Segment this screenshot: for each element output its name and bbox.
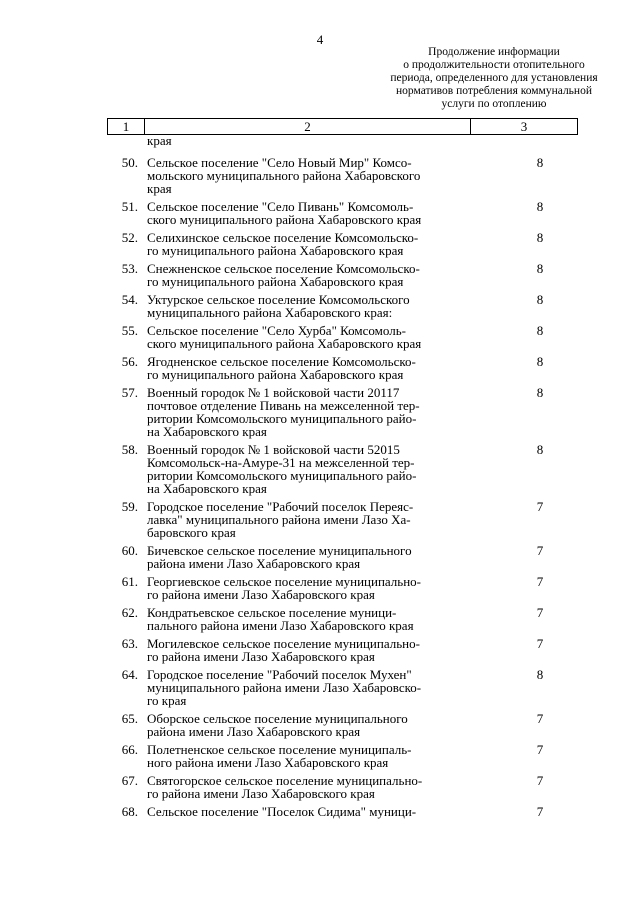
settlement-name	[147, 500, 467, 539]
settlement-name-line: муниципального района Хабаровского края:	[147, 305, 393, 320]
row-number: 66.	[121, 742, 138, 757]
row-number: 53.	[121, 261, 138, 276]
settlement-name	[147, 443, 467, 495]
settlement-name-line: почтовое отделение Пивань на межселенной тер-	[147, 398, 420, 413]
settlement-name-line: Снежненское сельское поселение Комсомольско-	[147, 261, 420, 276]
continuation-line: о продолжительности отопительного	[403, 59, 585, 71]
row-number: 58.	[121, 442, 138, 457]
settlement-name-line: го муниципального района Хабаровского края	[147, 243, 404, 258]
settlement-name-line: ритории Комсомольского муниципального райо-	[147, 468, 417, 483]
table-row	[100, 324, 580, 350]
heating-period-value: 7	[536, 499, 544, 514]
settlement-name-line: Ягодненское сельское поселение Комсомольско-	[147, 354, 416, 369]
settlement-name-line: го муниципального района Хабаровского края	[147, 274, 404, 289]
settlement-name-line: района имени Лазо Хабаровского края	[147, 556, 361, 571]
column-header-1: 1	[108, 119, 145, 134]
settlement-name	[147, 668, 467, 707]
heating-period-value: 8	[536, 155, 544, 170]
table-row	[100, 443, 580, 495]
heating-period-value: 7	[536, 804, 544, 819]
continuation-header	[360, 46, 628, 111]
settlement-name	[147, 774, 467, 800]
settlement-name	[147, 231, 467, 257]
table-row	[100, 156, 580, 195]
heating-period-value: 7	[536, 543, 544, 558]
settlement-name-line: Могилевское сельское поселение муниципально-	[147, 636, 420, 651]
table-row	[100, 712, 580, 738]
settlement-name	[147, 544, 467, 570]
row-number: 52.	[121, 230, 138, 245]
settlement-name-line: района имени Лазо Хабаровского края	[147, 724, 361, 739]
settlement-name-line: го края	[147, 693, 187, 708]
row-number: 67.	[121, 773, 138, 788]
settlement-name-line: Сельское поселение "Село Пивань" Комсомоль-	[147, 199, 414, 214]
settlement-name-line: Оборское сельское поселение муниципального	[147, 711, 408, 726]
continuation-line: Продолжение информации	[428, 46, 560, 58]
heating-period-value: 8	[536, 199, 544, 214]
settlement-name-line: Сельское поселение "Село Новый Мир" Комсо-	[147, 155, 412, 170]
table-body	[100, 156, 580, 823]
settlement-name-line: Селихинское сельское поселение Комсомольско-	[147, 230, 419, 245]
heating-period-value: 7	[536, 711, 544, 726]
table-row	[100, 500, 580, 539]
heating-period-value: 8	[536, 261, 544, 276]
table-row	[100, 668, 580, 707]
column-header-3: 3	[520, 119, 528, 134]
settlement-name-line: Городское поселение "Рабочий поселок Мухен"	[147, 667, 412, 682]
row-number: 61.	[121, 574, 138, 589]
settlement-name-line: Военный городок № 1 войсковой части 52015	[147, 442, 400, 457]
settlement-name-line: Кондратьевское сельское поселение муници-	[147, 605, 397, 620]
settlement-name-line: Городское поселение "Рабочий поселок Переяс-	[147, 499, 414, 514]
row-number: 57.	[121, 385, 138, 400]
continuation-line: периода, определенного для установления	[390, 72, 598, 84]
row-number: 68.	[121, 804, 138, 819]
settlement-name-line: ритории Комсомольского муниципального райо-	[147, 411, 417, 426]
settlement-name-line: лавка" муниципального района имени Лазо Ха-	[147, 512, 411, 527]
heating-period-value: 8	[536, 667, 544, 682]
heating-period-value: 7	[536, 773, 544, 788]
settlement-name	[147, 606, 467, 632]
continuation-line: услуги по отоплению	[441, 98, 547, 110]
settlement-name-line: ского муниципального района Хабаровского края	[147, 212, 422, 227]
settlement-name-line: Святогорское сельское поселение муниципально-	[147, 773, 423, 788]
row-number: 60.	[121, 543, 138, 558]
settlement-name	[147, 386, 467, 438]
row-number: 55.	[121, 323, 138, 338]
table-row	[100, 355, 580, 381]
settlement-name	[147, 293, 467, 319]
row-number: 62.	[121, 605, 138, 620]
settlement-name	[147, 575, 467, 601]
settlement-name-line: ного района имени Лазо Хабаровского края	[147, 755, 389, 770]
heating-period-value: 7	[536, 636, 544, 651]
settlement-name	[147, 805, 467, 818]
settlement-name-line: Сельское поселение "Село Хурба" Комсомоль-	[147, 323, 406, 338]
row-number: 59.	[121, 499, 138, 514]
settlement-name	[147, 200, 467, 226]
settlement-name	[147, 743, 467, 769]
table-row	[100, 637, 580, 663]
settlement-name-line: Георгиевское сельское поселение муниципально-	[147, 574, 422, 589]
row-number: 51.	[121, 199, 138, 214]
table-row	[100, 293, 580, 319]
settlement-name-line: Бичевское сельское поселение муниципального	[147, 543, 412, 558]
table-row	[100, 262, 580, 288]
settlement-name-line: Уктурское сельское поселение Комсомольского	[147, 292, 410, 307]
settlement-name-line: муниципального района имени Лазо Хабаровско-	[147, 680, 422, 695]
table-row	[100, 231, 580, 257]
row-number: 64.	[121, 667, 138, 682]
table-row	[100, 200, 580, 226]
table-row	[100, 774, 580, 800]
heating-period-value: 7	[536, 574, 544, 589]
settlement-name-line: го муниципального района Хабаровского края	[147, 367, 404, 382]
heating-period-value: 8	[536, 292, 544, 307]
table-row	[100, 805, 580, 818]
heating-period-value: 7	[536, 742, 544, 757]
heating-period-value: 8	[536, 323, 544, 338]
settlement-name	[147, 156, 467, 195]
settlement-name	[147, 637, 467, 663]
heating-period-value: 8	[536, 230, 544, 245]
row-number: 63.	[121, 636, 138, 651]
table-row	[100, 606, 580, 632]
settlement-name-line: края	[147, 181, 172, 196]
continuation-line: нормативов потребления коммунальной	[396, 85, 592, 97]
table-row	[100, 544, 580, 570]
table-header-row	[107, 118, 578, 135]
carry-over-text: края	[147, 133, 172, 148]
settlement-name	[147, 355, 467, 381]
settlement-name	[147, 712, 467, 738]
column-header-2: 2	[145, 119, 471, 134]
settlement-name-line: Сельское поселение "Поселок Сидима" муници-	[147, 804, 417, 819]
row-number: 56.	[121, 354, 138, 369]
table-row	[100, 743, 580, 769]
settlement-name-line: Полетненское сельское поселение муниципаль-	[147, 742, 412, 757]
settlement-name	[147, 262, 467, 288]
settlement-name-line: го района имени Лазо Хабаровского края	[147, 786, 375, 801]
settlement-name-line: пального района имени Лазо Хабаровского края	[147, 618, 414, 633]
table-row	[100, 575, 580, 601]
settlement-name-line: Комсомольск-на-Амуре-31 на межселенной тер-	[147, 455, 415, 470]
table-row	[100, 386, 580, 438]
settlement-name-line: на Хабаровского края	[147, 481, 267, 496]
settlement-name	[147, 324, 467, 350]
page-number: 4	[316, 32, 324, 47]
heating-period-value: 8	[536, 385, 544, 400]
settlement-name-line: на Хабаровского края	[147, 424, 267, 439]
heating-period-value: 8	[536, 354, 544, 369]
heating-period-value: 7	[536, 605, 544, 620]
settlement-name-line: баровского края	[147, 525, 236, 540]
settlement-name-line: ского муниципального района Хабаровского края	[147, 336, 422, 351]
row-number: 54.	[121, 292, 138, 307]
row-number: 65.	[121, 711, 138, 726]
settlement-name-line: мольского муниципального района Хабаровского	[147, 168, 421, 183]
settlement-name-line: го района имени Лазо Хабаровского края	[147, 649, 375, 664]
settlement-name-line: го района имени Лазо Хабаровского края	[147, 587, 375, 602]
row-number: 50.	[121, 155, 138, 170]
heating-period-value: 8	[536, 442, 544, 457]
settlement-name-line: Военный городок № 1 войсковой части 20117	[147, 385, 400, 400]
